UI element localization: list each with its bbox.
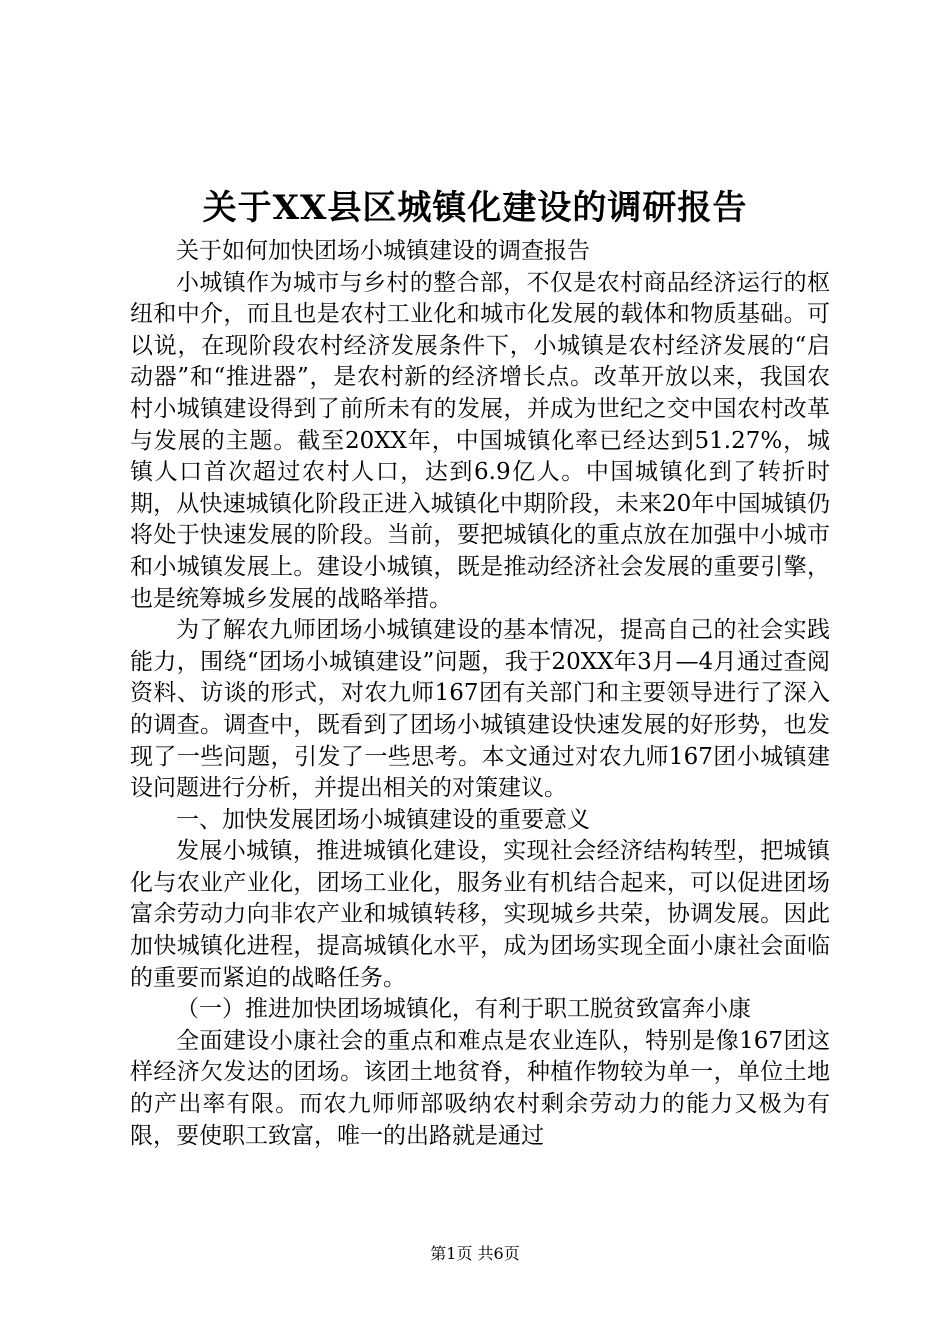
paragraph-subtitle: 关于如何加快团场小城镇建设的调查报告 [176, 238, 590, 264]
document-body [130, 236, 830, 1152]
document-title: 关于XX县区城镇化建设的调研报告 [202, 188, 748, 228]
subsection-heading: （一）推进加快团场城镇化，有利于职工脱贫致富奔小康 [176, 996, 751, 1023]
paragraph: 全面建设小康社会的重点和难点是农业连队，特别是像167团这样经济欠发达的团场。该团土地贫脊，种植作物较为单一，单位土地的产出率有限。而农九师师部吸纳农村剩余劳动力的能力又极为有限，要使职工致富，唯一的出路就是通过 [130, 1027, 830, 1149]
section-heading: 一、加快发展团场小城镇建设的重要意义 [176, 806, 590, 833]
page-footer: 第1页 共6页 [430, 1244, 520, 1263]
paragraph: 发展小城镇，推进城镇化建设，实现社会经济结构转型，把城镇化与农业产业化，团场工业化，服务业有机结合起来，可以促进团场富余劳动力向非农产业和城镇转移，实现城乡共荣，协调发展。因此加快城镇化进程，提高城镇化水平，成为团场实现全面小康社会面临的重要而紧迫的战略任务。 [130, 838, 830, 991]
paragraph: 小城镇作为城市与乡村的整合部，不仅是农村商品经济运行的枢纽和中介，而且也是农村工业化和城市化发展的载体和物质基础。可以说，在现阶段农村经济发展条件下，小城镇是农村经济发展的“启动器”和“推进器”，是农村新的经济增长点。改革开放以来，我国农村小城镇建设得到了前所未有的发展，并成为世纪之交中国农村改革与发展的主题。截至20XX年，中国城镇化率已经达到51.27%，城镇人口首次超过农村人口，达到6.9亿人。中国城镇化到了转折时期，从快速城镇化阶段正进入城镇化中期阶段，未来20年中国城镇仍将处于快速发展的阶段。当前，要把城镇化的重点放在加强中小城市和小城镇发展上。建设小城镇，既是推动经济社会发展的重要引擎，也是统筹城乡发展的战略举措。 [130, 269, 830, 612]
paragraph: 为了解农九师团场小城镇建设的基本情况，提高自己的社会实践能力，围绕“团场小城镇建设”问题，我于20XX年3月—4月通过查阅资料、访谈的形式，对农九师167团有关部门和主要领导进行了深入的调查。调查中，既看到了团场小城镇建设快速发展的好形势，也发现了一些问题，引发了一些思考。本文通过对农九师167团小城镇建设问题进行分析，并提出相关的对策建议。 [130, 617, 830, 802]
